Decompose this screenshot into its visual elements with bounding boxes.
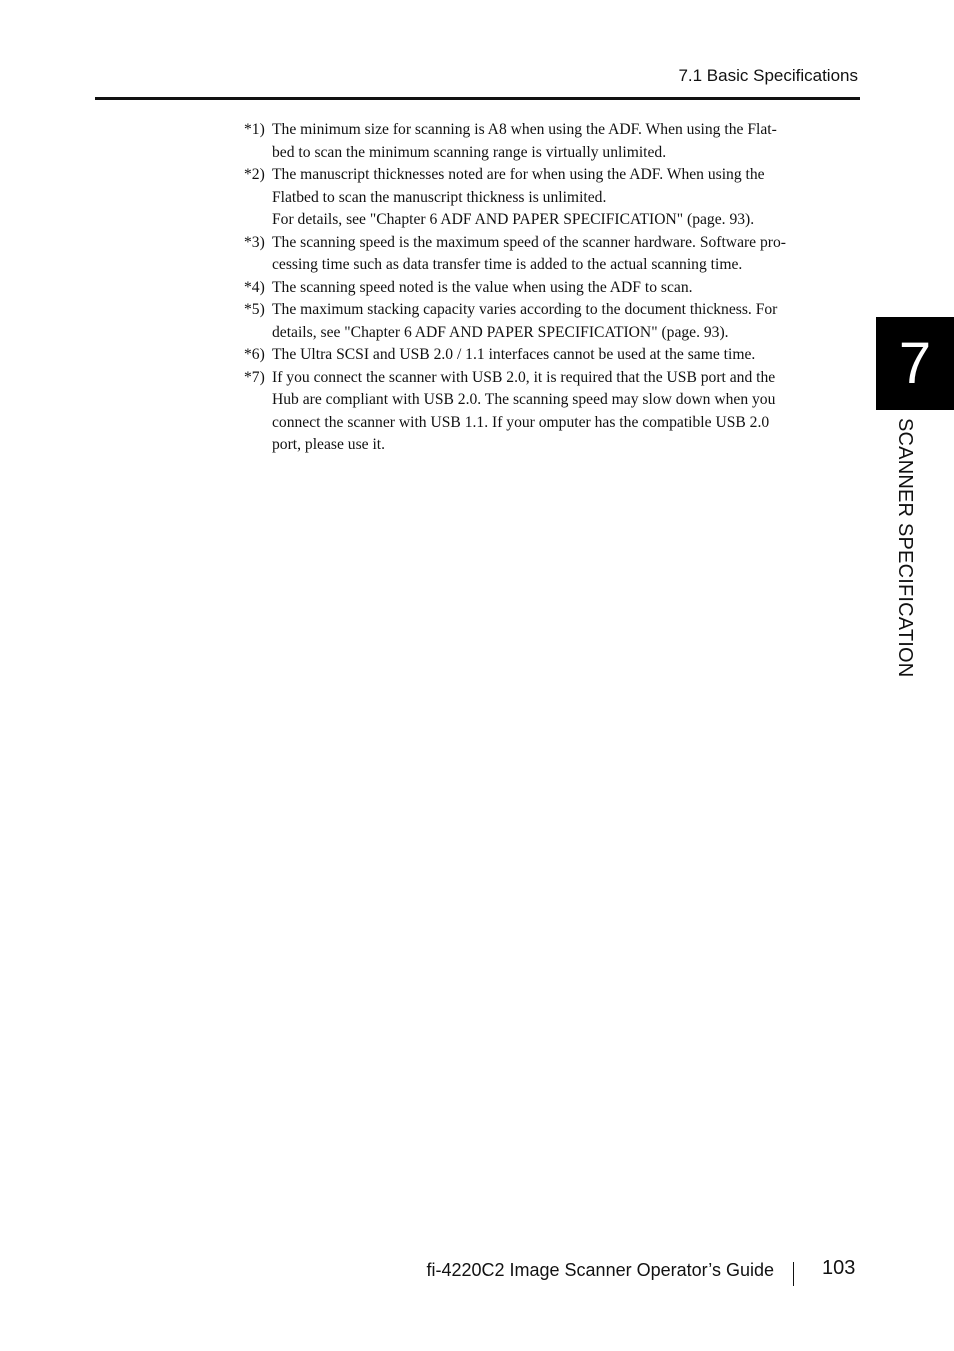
footnote-line: Flatbed to scan the manuscript thickness is unlimited.: [272, 188, 607, 206]
footnote-text: [272, 164, 860, 232]
footnote-line: The scanning speed noted is the value when using the ADF to scan.: [272, 278, 693, 296]
footnote-marker: *5): [244, 301, 265, 318]
footnote-7: [244, 367, 860, 457]
footnote-line: connect the scanner with USB 1.1. If your omputer has the compatible USB 2.0: [272, 413, 770, 431]
footnote-2: [244, 164, 860, 232]
footnote-4: [244, 277, 860, 300]
footnote-marker: *4): [244, 278, 265, 296]
footer-guide-title: fi-4220C2 Image Scanner Operator’s Guide: [426, 1260, 774, 1280]
footnote-line: For details, see "Chapter 6 ADF AND PAPER SPECIFICATION" (page. 93).: [272, 211, 755, 228]
footnote-marker: *7): [244, 368, 265, 386]
footnote-line: Hub are compliant with USB 2.0. The scanning speed may slow down when you: [272, 391, 776, 408]
footnote-line: cessing time such as data transfer time is added to the actual scanning time.: [272, 256, 743, 273]
footnote-line: port, please use it.: [272, 436, 386, 453]
footnote-6: [244, 344, 860, 367]
footnote-marker: *2): [244, 166, 265, 183]
footnote-line: bed to scan the minimum scanning range is virtually unlimited.: [272, 143, 667, 161]
footnote-marker: *1): [244, 121, 265, 138]
footer-divider: [793, 1262, 794, 1286]
footnote-line: The maximum stacking capacity varies according to the document thickness. For: [272, 301, 778, 318]
footnote-line: The minimum size for scanning is A8 when using the ADF. When using the Flat-: [272, 121, 777, 138]
footnote-line: The Ultra SCSI and USB 2.0 / 1.1 interfaces cannot be used at the same time.: [272, 346, 756, 363]
footnote-line: If you connect the scanner with USB 2.0, it is required that the USB port and the: [272, 368, 776, 386]
chapter-number: 7: [898, 330, 932, 396]
footnote-1: [244, 119, 860, 164]
footnote-marker: *6): [244, 346, 265, 363]
footnote-text: [272, 299, 860, 344]
chapter-title: SCANNER SPECIFICATION: [894, 418, 916, 678]
footnote-text: [272, 232, 860, 277]
footnote-marker: *3): [244, 233, 265, 251]
page-number: 103: [822, 1257, 856, 1279]
footnote-5: [244, 299, 860, 344]
footnote-line: The scanning speed is the maximum speed of the scanner hardware. Software pro-: [272, 233, 786, 251]
running-header: 7.1 Basic Specifications: [678, 66, 858, 85]
chapter-tab: [876, 317, 954, 410]
footnote-line: The manuscript thicknesses noted are for when using the ADF. When using the: [272, 166, 765, 183]
footnote-text: [272, 119, 860, 164]
footnote-line: details, see "Chapter 6 ADF AND PAPER SPECIFICATION" (page. 93).: [272, 323, 729, 341]
footnote-text: [272, 344, 860, 367]
footnote-text: [272, 367, 860, 457]
footnote-text: [272, 277, 860, 300]
footnotes: [244, 119, 860, 457]
footnote-3: [244, 232, 860, 277]
header-rule: [95, 97, 860, 100]
